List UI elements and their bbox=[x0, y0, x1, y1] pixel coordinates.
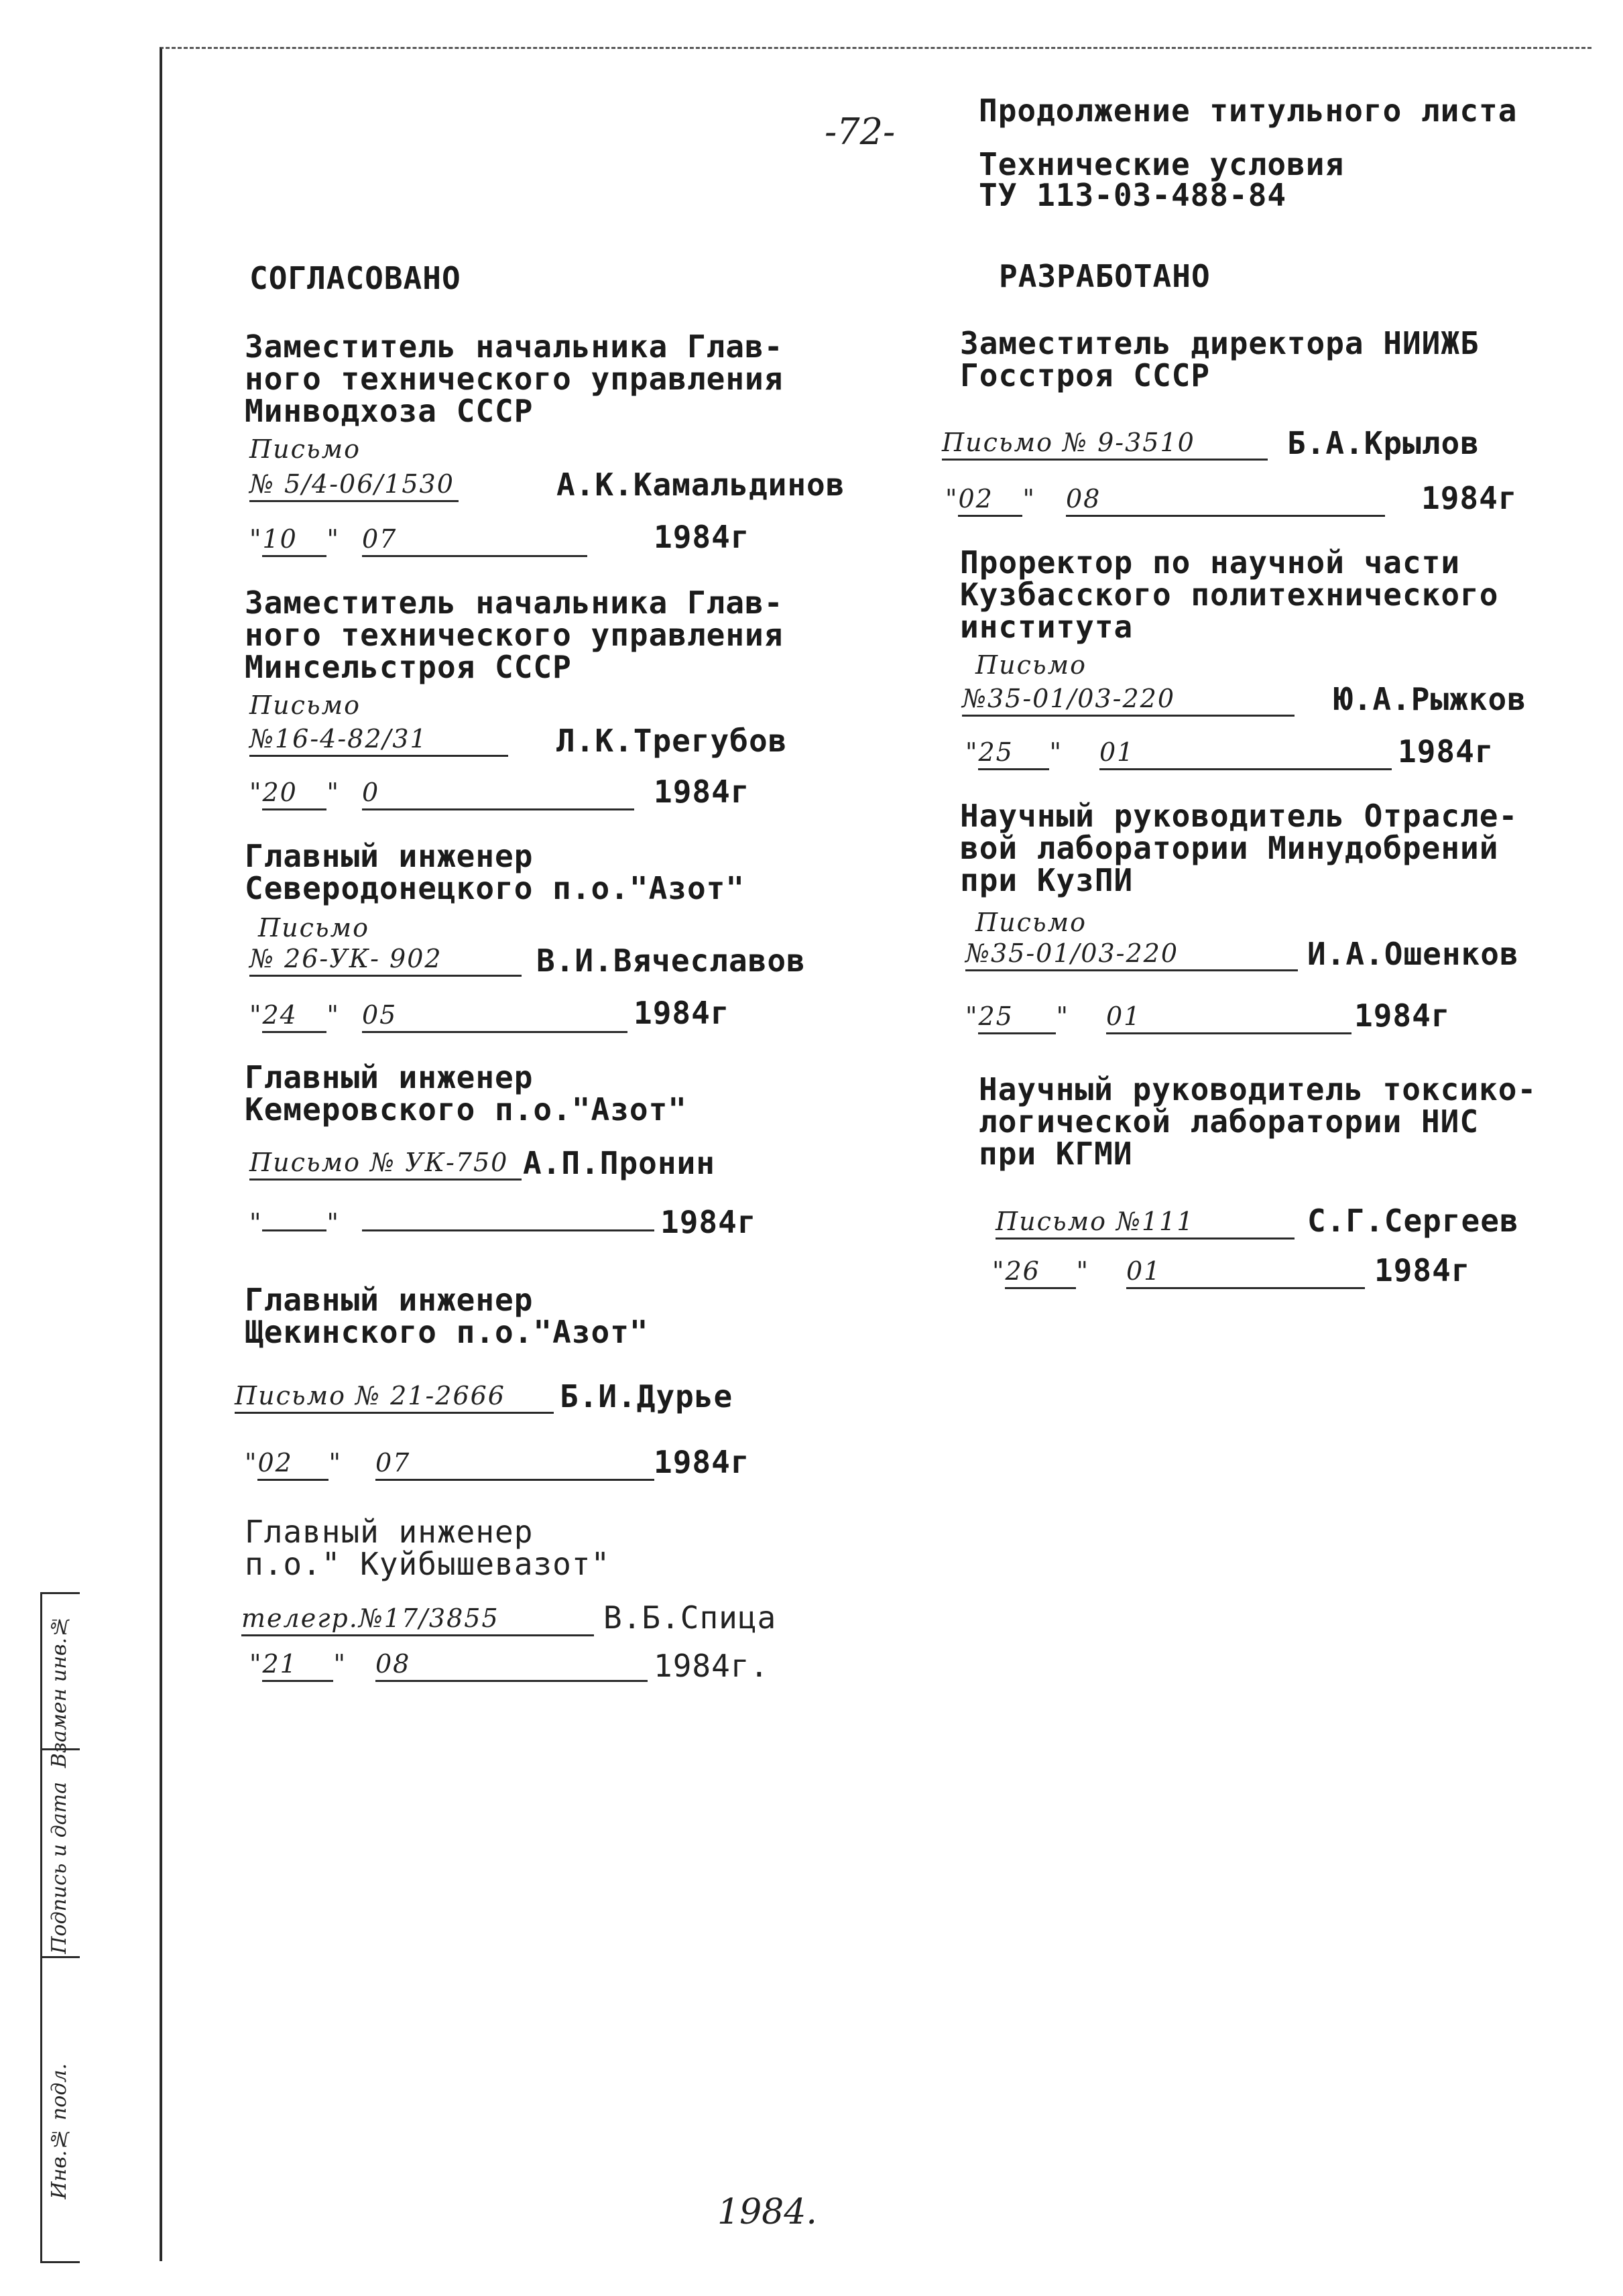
heading-developed: РАЗРАБОТАНО bbox=[999, 258, 1211, 294]
letter-reference: Письмо № УК-750 bbox=[249, 1148, 522, 1181]
date-year: 1984г. bbox=[654, 1648, 770, 1684]
letter-reference: телегр.№17/3855 bbox=[241, 1604, 594, 1636]
date-year: 1984г bbox=[654, 519, 750, 555]
date-month: 01 bbox=[1126, 1256, 1365, 1289]
date-day: 26 bbox=[1005, 1256, 1076, 1289]
handwritten-letter-label: Письмо bbox=[249, 690, 361, 720]
date-day: 02 bbox=[958, 484, 1022, 517]
block-title-line: Минводхоза СССР bbox=[245, 393, 534, 429]
date-day: 25 bbox=[978, 737, 1049, 770]
letter-reference: № 26-УК- 902 bbox=[249, 944, 522, 977]
header-continuation: Продолжение титульного листа bbox=[979, 93, 1518, 129]
letter-reference: Письмо № 21-2666 bbox=[235, 1381, 554, 1414]
block-title-line: Минсельстроя СССР bbox=[245, 649, 572, 685]
date-year: 1984г bbox=[1354, 998, 1451, 1034]
archive-stamp bbox=[40, 1592, 80, 2263]
page-number: -72- bbox=[825, 111, 896, 153]
signatory-name: Л.К.Трегубов bbox=[556, 723, 788, 759]
date-day bbox=[262, 1228, 326, 1231]
date-year: 1984г bbox=[1398, 733, 1494, 770]
stamp-signature-date: Подпись и дата bbox=[48, 1782, 71, 1954]
block-title-line: ного технического управления bbox=[245, 617, 784, 653]
date-day: 21 bbox=[262, 1649, 333, 1682]
stamp-divider bbox=[42, 1956, 80, 1958]
block-title-line: вой лаборатории Минудобрений bbox=[960, 830, 1499, 866]
signatory-name: В.И.Вячеславов bbox=[536, 943, 806, 979]
signatory-name: С.Г.Сергеев bbox=[1307, 1203, 1519, 1239]
handwritten-letter-label: Письмо bbox=[975, 650, 1087, 680]
letter-reference: Письмо № 9-3510 bbox=[942, 428, 1268, 461]
letter-reference: Письмо №111 bbox=[996, 1207, 1295, 1240]
block-title-line: ного технического управления bbox=[245, 361, 784, 397]
date-day: 24 bbox=[262, 1000, 326, 1033]
block-title-line: Кузбасского политехнического bbox=[960, 577, 1499, 613]
block-title-line: Научный руководитель токсико- bbox=[979, 1071, 1537, 1107]
block-title-line: Проректор по научной части bbox=[960, 544, 1461, 581]
block-title-line: Главный инженер bbox=[245, 1059, 534, 1095]
date-month: 01 bbox=[1106, 1002, 1351, 1034]
handwritten-letter-label: Письмо bbox=[249, 434, 361, 464]
signatory-name: Б.И.Дурье bbox=[560, 1378, 733, 1414]
block-title-line: Главный инженер bbox=[245, 838, 534, 874]
block-title-line: Заместитель директора НИИЖБ bbox=[960, 325, 1480, 361]
signatory-name: А.К.Камальдинов bbox=[556, 467, 845, 503]
handwritten-letter-label: Письмо bbox=[258, 913, 369, 943]
date-month: 01 bbox=[1099, 737, 1392, 770]
block-title-line: Заместитель начальника Глав- bbox=[245, 328, 784, 365]
bottom-year: 1984. bbox=[717, 2192, 817, 2232]
date-month: 0 bbox=[362, 778, 634, 810]
date-day: 10 bbox=[262, 524, 326, 557]
block-title-line: при КузПИ bbox=[960, 862, 1134, 898]
block-title-line: п.о." Куйбышевазот" bbox=[245, 1546, 611, 1582]
date-year: 1984г bbox=[634, 995, 730, 1031]
date-month: 08 bbox=[1066, 484, 1385, 517]
stamp-inv-original: Инв.№ подл. bbox=[48, 2063, 71, 2199]
date-day: 25 bbox=[978, 1002, 1056, 1034]
block-title-line: Главный инженер bbox=[245, 1514, 534, 1550]
stamp-replace-inv: Взамен инв.№ bbox=[48, 1614, 71, 1768]
signatory-name: И.А.Ошенков bbox=[1307, 936, 1519, 972]
block-title-line: при КГМИ bbox=[979, 1136, 1133, 1172]
block-title-line: Госстроя СССР bbox=[960, 357, 1211, 394]
signatory-name: В.Б.Спица bbox=[603, 1599, 777, 1636]
date-month: 08 bbox=[375, 1649, 648, 1682]
date-day: 20 bbox=[262, 778, 326, 810]
letter-reference: №35-01/03-220 bbox=[965, 939, 1298, 971]
date-month: 07 bbox=[362, 524, 587, 557]
letter-reference: №16-4-82/31 bbox=[249, 724, 508, 757]
block-title-line: логической лаборатории НИС bbox=[979, 1103, 1480, 1140]
date-year: 1984г bbox=[660, 1204, 757, 1240]
date-month bbox=[362, 1228, 654, 1231]
letter-reference: № 5/4-06/1530 bbox=[249, 469, 459, 502]
block-title-line: Главный инженер bbox=[245, 1282, 534, 1318]
handwritten-letter-label: Письмо bbox=[975, 908, 1087, 937]
heading-agreed: СОГЛАСОВАНО bbox=[249, 260, 461, 296]
date-day: 02 bbox=[257, 1448, 328, 1481]
block-title-line: Заместитель начальника Глав- bbox=[245, 585, 784, 621]
date-month: 05 bbox=[362, 1000, 627, 1033]
date-year: 1984г bbox=[654, 774, 750, 810]
date-year: 1984г bbox=[1421, 480, 1518, 516]
block-title-line: Научный руководитель Отраслe- bbox=[960, 798, 1518, 834]
date-year: 1984г bbox=[1374, 1252, 1471, 1288]
letter-reference: №35-01/03-220 bbox=[962, 684, 1295, 717]
signatory-name: Ю.А.Рыжков bbox=[1334, 681, 1526, 717]
block-title-line: Северодонецкого п.о."Азот" bbox=[245, 870, 745, 906]
date-month: 07 bbox=[375, 1448, 654, 1481]
block-title-line: института bbox=[960, 609, 1134, 645]
header-spec-title: Технические условия bbox=[979, 146, 1345, 182]
signatory-name: А.П.Пронин bbox=[523, 1145, 715, 1181]
block-title-line: Щекинского п.о."Азот" bbox=[245, 1314, 649, 1350]
block-title-line: Кемеровского п.о."Азот" bbox=[245, 1091, 687, 1128]
header-spec-code: ТУ 113-03-488-84 bbox=[979, 177, 1287, 213]
date-year: 1984г bbox=[654, 1444, 750, 1480]
signatory-name: Б.А.Крылов bbox=[1287, 425, 1480, 461]
